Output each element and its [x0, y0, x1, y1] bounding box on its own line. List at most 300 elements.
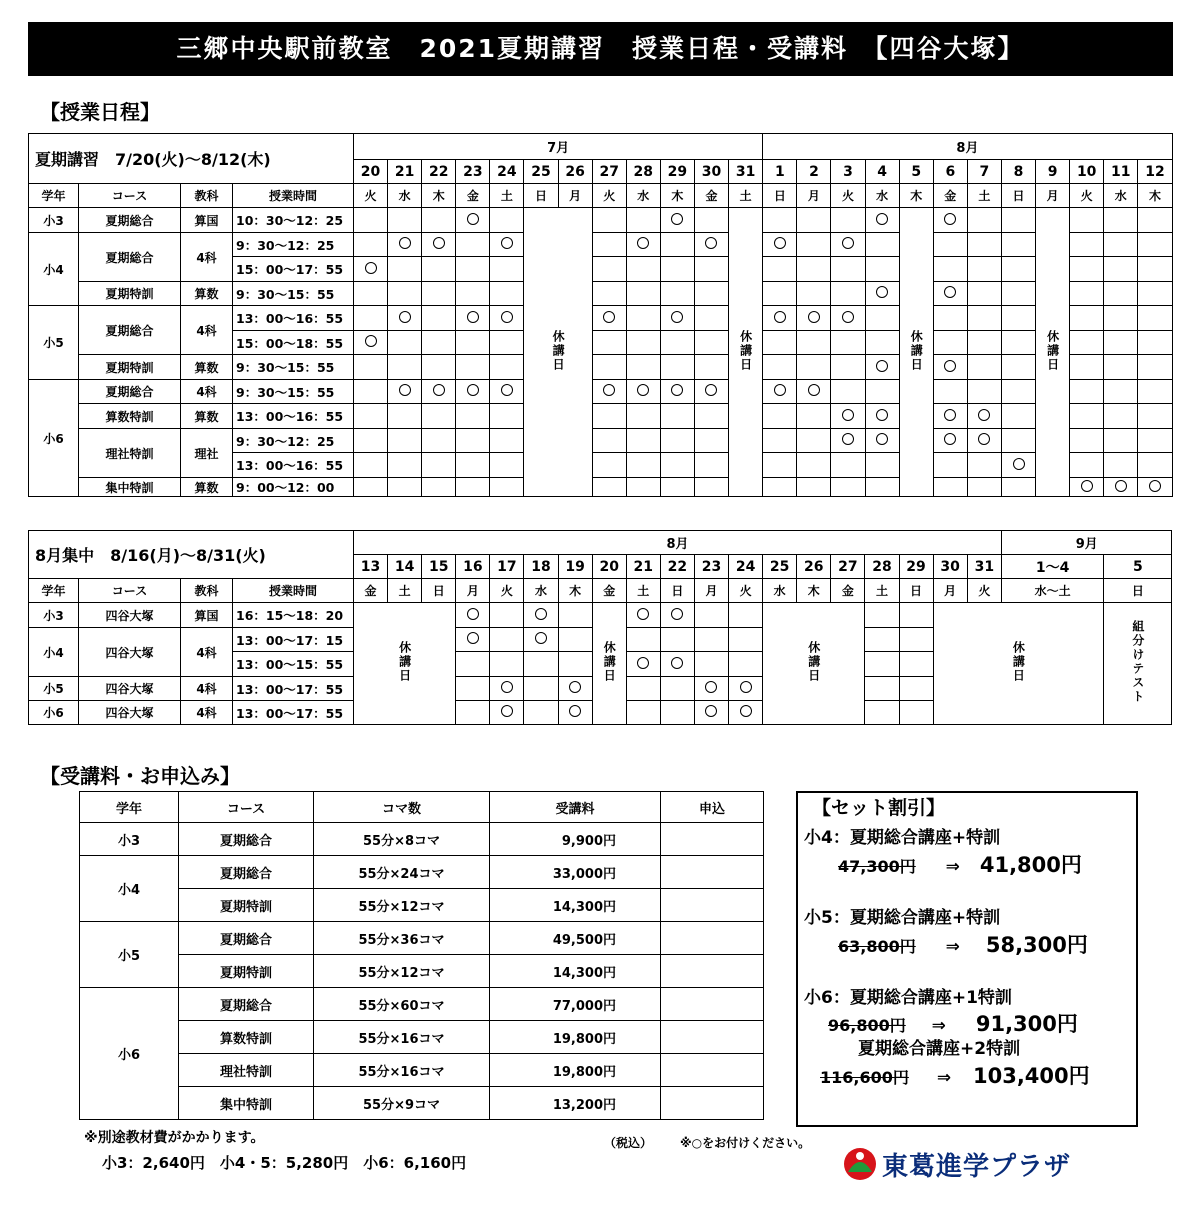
weekday-label: 日	[763, 184, 797, 208]
day-number: 12	[1138, 160, 1172, 184]
table-row	[80, 955, 764, 988]
schedule-cell	[354, 478, 388, 497]
schedule-cell	[865, 701, 899, 725]
subject-cell: 4科	[181, 233, 233, 282]
logo-mark-icon	[840, 1142, 880, 1186]
day-number: 28	[626, 160, 660, 184]
schedule-cell	[1070, 380, 1104, 404]
fee-course-cell: 集中特訓	[179, 1087, 314, 1120]
set-g6b-old-price: 116,600円	[820, 1068, 909, 1087]
circle-mark-icon	[399, 237, 411, 249]
schedule-cell	[1138, 331, 1172, 355]
schedule-cell	[388, 331, 422, 355]
fee-course-cell: 理社特訓	[179, 1054, 314, 1087]
table-row	[29, 404, 1173, 429]
fee-koma-cell: 55分×12コマ	[314, 955, 490, 988]
schedule-cell	[763, 355, 797, 380]
time-cell: 13：00～16：55	[233, 404, 354, 429]
schedule-cell	[660, 233, 694, 257]
day-number: 31	[967, 555, 1001, 579]
apply-checkbox-cell[interactable]	[661, 856, 764, 889]
schedule-cell	[865, 429, 899, 453]
schedule-cell	[456, 380, 490, 404]
table-row	[29, 478, 1173, 497]
day-number: 21	[626, 555, 660, 579]
apply-checkbox-cell[interactable]	[661, 1021, 764, 1054]
fee-koma-cell: 55分×36コマ	[314, 922, 490, 955]
table-row	[80, 1021, 764, 1054]
schedule-cell	[933, 355, 967, 380]
course-cell: 夏期特訓	[79, 282, 181, 306]
schedule-cell	[354, 257, 388, 282]
time-cell: 9：30～15：55	[233, 355, 354, 380]
course-cell: 四谷大塚	[79, 677, 181, 701]
schedule-cell	[422, 282, 456, 306]
schedule-cell	[1104, 257, 1138, 282]
fee-koma-cell: 55分×8コマ	[314, 823, 490, 856]
schedule-cell	[660, 701, 694, 725]
schedule-cell	[1001, 306, 1035, 331]
set-discount-title: 【セット割引】	[812, 797, 946, 819]
schedule-cell	[388, 257, 422, 282]
day-number: 16	[456, 555, 490, 579]
schedule-cell	[1001, 257, 1035, 282]
schedule-cell	[694, 208, 728, 233]
circle-mark-icon	[876, 433, 888, 445]
circle-mark-icon	[637, 237, 649, 249]
fee-header-koma: コマ数	[314, 792, 490, 823]
schedule-cell	[1138, 208, 1172, 233]
apply-checkbox-cell[interactable]	[661, 955, 764, 988]
fees-table	[79, 791, 764, 1120]
schedule-cell	[660, 652, 694, 677]
circle-mark-icon	[399, 311, 411, 323]
schedule-cell	[694, 603, 728, 628]
day-number: 11	[1104, 160, 1138, 184]
apply-checkbox-cell[interactable]	[661, 823, 764, 856]
circle-mark-icon	[876, 213, 888, 225]
schedule-cell	[422, 404, 456, 429]
day-number: 1	[763, 160, 797, 184]
arrow-icon: ⇒	[945, 857, 960, 877]
schedule-cell	[490, 701, 524, 725]
materials-note: ※別途教材費がかかります。	[84, 1130, 265, 1146]
schedule-cell	[967, 429, 1001, 453]
circle-mark-icon	[467, 311, 479, 323]
schedule-cell	[660, 355, 694, 380]
circle-mark-icon	[705, 384, 717, 396]
schedule-cell	[592, 380, 626, 404]
time-cell: 16：15～18：20	[233, 603, 354, 628]
schedule-cell	[1104, 380, 1138, 404]
month-header: 7月	[354, 134, 763, 160]
schedule-cell	[354, 429, 388, 453]
schedule-cell	[694, 331, 728, 355]
schedule-cell	[967, 331, 1001, 355]
schedule-cell	[933, 380, 967, 404]
weekday-label: 水	[626, 184, 660, 208]
fee-course-cell: 夏期総合	[179, 856, 314, 889]
day-number: 25	[524, 160, 558, 184]
schedule-cell	[558, 677, 592, 701]
schedule-cell	[763, 306, 797, 331]
fee-koma-cell: 55分×60コマ	[314, 988, 490, 1021]
schedule-cell	[865, 652, 899, 677]
schedule-cell	[729, 603, 763, 628]
schedule-cell	[456, 331, 490, 355]
fee-koma-cell: 55分×12コマ	[314, 889, 490, 922]
summer-schedule-table	[28, 133, 1173, 497]
summer-period-title: 夏期講習 7/20(火)～8/12(木)	[29, 134, 354, 184]
circle-mark-icon	[671, 657, 683, 669]
set-g6-new-price: 91,300円	[975, 1012, 1078, 1036]
closed-day-label: 休講日	[1045, 329, 1060, 372]
grade-cell: 小3	[29, 603, 79, 628]
closed-day-label: 休講日	[1011, 641, 1026, 683]
circle-mark-icon	[842, 237, 854, 249]
fee-koma-cell: 55分×16コマ	[314, 1054, 490, 1087]
circle-mark-icon	[705, 681, 717, 693]
fee-amount-cell: 13,200円	[490, 1087, 661, 1120]
fee-amount-cell: 9,900円	[490, 823, 661, 856]
day-number: 30	[933, 555, 967, 579]
subject-cell: 4科	[181, 306, 233, 355]
circle-mark-icon	[467, 213, 479, 225]
schedule-cell	[763, 282, 797, 306]
set-discount-box	[796, 791, 1138, 1127]
closed-day-label: 休講日	[551, 329, 566, 372]
schedule-cell	[490, 233, 524, 257]
schedule-cell	[456, 233, 490, 257]
apply-checkbox-cell[interactable]	[661, 1054, 764, 1087]
placement-test-label: 組分けテスト	[1130, 620, 1145, 704]
schedule-cell	[660, 628, 694, 652]
schedule-cell	[1001, 478, 1035, 497]
table-row	[29, 282, 1173, 306]
schedule-cell	[490, 282, 524, 306]
apply-checkbox-cell[interactable]	[661, 988, 764, 1021]
circle-mark-icon	[705, 237, 717, 249]
placement-test-cell	[1104, 603, 1172, 725]
schedule-cell	[831, 404, 865, 429]
schedule-cell	[490, 478, 524, 497]
schedule-cell	[354, 355, 388, 380]
fee-koma-cell: 55分×24コマ	[314, 856, 490, 889]
fee-course-cell: 夏期総合	[179, 823, 314, 856]
schedule-cell	[592, 257, 626, 282]
schedule-cell	[797, 429, 831, 453]
schedule-cell	[490, 677, 524, 701]
schedule-cell	[694, 701, 728, 725]
closed-day-cell	[763, 603, 865, 725]
fee-course-cell: 算数特訓	[179, 1021, 314, 1054]
closed-day-cell	[1036, 208, 1070, 497]
weekday-label: 月	[933, 579, 967, 603]
time-cell: 15：00～17：55	[233, 257, 354, 282]
set-g5-label: 小5：夏期総合講座+特訓	[804, 908, 1001, 928]
schedule-cell	[388, 380, 422, 404]
day-number: 20	[592, 555, 626, 579]
day-number: 2	[797, 160, 831, 184]
schedule-cell	[933, 233, 967, 257]
schedule-cell	[524, 628, 558, 652]
time-cell: 9：00～12：00	[233, 478, 354, 497]
fee-amount-cell: 77,000円	[490, 988, 661, 1021]
fee-course-cell: 夏期特訓	[179, 955, 314, 988]
schedule-cell	[388, 306, 422, 331]
schedule-cell	[865, 404, 899, 429]
schedule-cell	[1070, 257, 1104, 282]
header-grade: 学年	[29, 184, 79, 208]
course-cell: 四谷大塚	[79, 701, 181, 725]
schedule-cell	[456, 429, 490, 453]
circle-mark-icon	[637, 608, 649, 620]
schedule-cell	[626, 429, 660, 453]
grade-cell: 小4	[29, 628, 79, 677]
circle-mark-icon	[467, 632, 479, 644]
time-cell: 9：30～15：55	[233, 282, 354, 306]
circle-mark-icon	[637, 657, 649, 669]
course-cell: 夏期総合	[79, 306, 181, 355]
apply-checkbox-cell[interactable]	[661, 922, 764, 955]
schedule-cell	[1104, 282, 1138, 306]
schedule-cell	[1104, 453, 1138, 478]
schedule-cell	[797, 404, 831, 429]
subject-cell: 算数	[181, 404, 233, 429]
schedule-cell	[933, 257, 967, 282]
schedule-cell	[694, 233, 728, 257]
schedule-cell	[763, 478, 797, 497]
schedule-cell	[729, 701, 763, 725]
schedule-cell	[626, 257, 660, 282]
schedule-cell	[797, 233, 831, 257]
weekday-label: 日	[422, 579, 456, 603]
schedule-cell	[626, 603, 660, 628]
course-cell: 夏期総合	[79, 380, 181, 404]
schedule-cell	[1070, 478, 1104, 497]
day-number: 29	[660, 160, 694, 184]
weekday-label: 火	[831, 184, 865, 208]
schedule-cell	[456, 208, 490, 233]
schedule-cell	[592, 233, 626, 257]
apply-checkbox-cell[interactable]	[661, 889, 764, 922]
weekday-label: 木	[1138, 184, 1172, 208]
circle-mark-icon	[433, 237, 445, 249]
schedule-cell	[388, 355, 422, 380]
day-number: 26	[797, 555, 831, 579]
table-row	[80, 922, 764, 955]
time-cell: 13：00～16：55	[233, 306, 354, 331]
schedule-cell	[899, 652, 933, 677]
schedule-cell	[967, 233, 1001, 257]
weekday-label: 日	[524, 184, 558, 208]
arrow-icon: ⇒	[931, 1016, 946, 1036]
schedule-cell	[1001, 208, 1035, 233]
day-number: 24	[729, 555, 763, 579]
schedule-cell	[388, 233, 422, 257]
circle-mark-icon	[876, 286, 888, 298]
weekday-label: 木	[899, 184, 933, 208]
schedule-cell	[1104, 306, 1138, 331]
grade-cell: 小5	[29, 306, 79, 380]
schedule-cell	[797, 478, 831, 497]
schedule-cell	[1070, 233, 1104, 257]
course-cell: 理社特訓	[79, 429, 181, 478]
circle-mark-icon	[603, 384, 615, 396]
circle-mark-icon	[399, 384, 411, 396]
time-cell: 10：30～12：25	[233, 208, 354, 233]
fee-koma-cell: 55分×16コマ	[314, 1021, 490, 1054]
day-number: 17	[490, 555, 524, 579]
fee-header-apply: 申込	[661, 792, 764, 823]
grade-cell: 小4	[29, 233, 79, 306]
schedule-cell	[422, 380, 456, 404]
arrow-icon: ⇒	[936, 1068, 952, 1088]
day-number: 3	[831, 160, 865, 184]
schedule-cell	[694, 355, 728, 380]
weekday-label: 月	[694, 579, 728, 603]
schedule-cell	[967, 355, 1001, 380]
circle-mark-icon	[501, 384, 513, 396]
schedule-cell	[1001, 453, 1035, 478]
circle-mark-icon	[365, 335, 377, 347]
schedule-cell	[865, 677, 899, 701]
day-number: 30	[694, 160, 728, 184]
schedule-cell	[831, 331, 865, 355]
schedule-cell	[558, 628, 592, 652]
circle-mark-icon	[501, 705, 513, 717]
day-number: 29	[899, 555, 933, 579]
schedule-cell	[626, 208, 660, 233]
day-number: 22	[660, 555, 694, 579]
day-number: 28	[865, 555, 899, 579]
weekday-label: 日	[1104, 579, 1172, 603]
schedule-cell	[797, 306, 831, 331]
fee-koma-cell: 55分×9コマ	[314, 1087, 490, 1120]
schedule-cell	[456, 652, 490, 677]
circle-mark-icon	[842, 311, 854, 323]
weekday-label: 火	[729, 579, 763, 603]
grade-cell: 小5	[29, 677, 79, 701]
day-number: 5	[1104, 555, 1172, 579]
schedule-cell	[763, 404, 797, 429]
schedule-cell	[354, 233, 388, 257]
schedule-cell	[660, 306, 694, 331]
schedule-cell	[865, 380, 899, 404]
time-cell: 9：30～12：25	[233, 233, 354, 257]
day-number: 27	[831, 555, 865, 579]
schedule-cell	[831, 355, 865, 380]
schedule-cell	[729, 652, 763, 677]
schedule-cell	[933, 208, 967, 233]
closed-day-cell	[899, 208, 933, 497]
schedule-cell	[490, 257, 524, 282]
circle-mark-icon	[842, 409, 854, 421]
schedule-cell	[1104, 404, 1138, 429]
schedule-cell	[558, 701, 592, 725]
table-row	[80, 988, 764, 1021]
schedule-cell	[660, 478, 694, 497]
day-number: 22	[422, 160, 456, 184]
schedule-cell	[1001, 331, 1035, 355]
schedule-cell	[626, 380, 660, 404]
schedule-cell	[967, 404, 1001, 429]
apply-checkbox-cell[interactable]	[661, 1087, 764, 1120]
schedule-cell	[694, 282, 728, 306]
schedule-cell	[1001, 380, 1035, 404]
fee-header-fee: 受講料	[490, 792, 661, 823]
schedule-cell	[1070, 282, 1104, 306]
day-number: 8	[1001, 160, 1035, 184]
schedule-cell	[422, 355, 456, 380]
table-row	[29, 355, 1173, 380]
header-course: コース	[79, 579, 181, 603]
schedule-cell	[422, 331, 456, 355]
day-number: 21	[388, 160, 422, 184]
schedule-cell	[354, 404, 388, 429]
day-number: 6	[933, 160, 967, 184]
schedule-cell	[899, 603, 933, 628]
fee-amount-cell: 19,800円	[490, 1021, 661, 1054]
schedule-cell	[933, 282, 967, 306]
course-cell: 夏期特訓	[79, 355, 181, 380]
day-number: 10	[1070, 160, 1104, 184]
subject-cell: 4科	[181, 628, 233, 677]
company-logo	[840, 1142, 1120, 1186]
schedule-cell	[354, 453, 388, 478]
header-subject: 教科	[181, 579, 233, 603]
schedule-cell	[797, 208, 831, 233]
fee-amount-cell: 14,300円	[490, 889, 661, 922]
day-number: 23	[694, 555, 728, 579]
schedule-cell	[558, 652, 592, 677]
schedule-cell	[456, 478, 490, 497]
schedule-cell	[490, 628, 524, 652]
month-header: 9月	[1001, 531, 1172, 555]
weekday-label: 金	[694, 184, 728, 208]
schedule-cell	[831, 478, 865, 497]
fee-grade-cell: 小6	[80, 988, 179, 1120]
fee-grade-cell: 小3	[80, 823, 179, 856]
schedule-cell	[831, 208, 865, 233]
schedule-cell	[456, 603, 490, 628]
schedule-cell	[592, 478, 626, 497]
schedule-cell	[490, 331, 524, 355]
schedule-cell	[558, 603, 592, 628]
schedule-cell	[490, 404, 524, 429]
schedule-cell	[1138, 478, 1172, 497]
schedule-cell	[1138, 233, 1172, 257]
schedule-cell	[354, 306, 388, 331]
circle-mark-icon	[944, 360, 956, 372]
schedule-cell	[1001, 355, 1035, 380]
schedule-cell	[729, 628, 763, 652]
schedule-cell	[1104, 355, 1138, 380]
schedule-cell	[865, 603, 899, 628]
subject-cell: 算国	[181, 208, 233, 233]
weekday-label: 土	[865, 579, 899, 603]
circle-mark-icon	[535, 608, 547, 620]
circle-mark-icon	[501, 311, 513, 323]
day-number: 27	[592, 160, 626, 184]
logo-text: 東葛進学プラザ	[882, 1152, 1072, 1182]
set-g6-label: 小6：夏期総合講座+1特訓	[804, 988, 1012, 1008]
fee-header-course: コース	[179, 792, 314, 823]
schedule-cell	[388, 208, 422, 233]
schedule-cell	[967, 453, 1001, 478]
fee-amount-cell: 19,800円	[490, 1054, 661, 1087]
schedule-cell	[1138, 306, 1172, 331]
